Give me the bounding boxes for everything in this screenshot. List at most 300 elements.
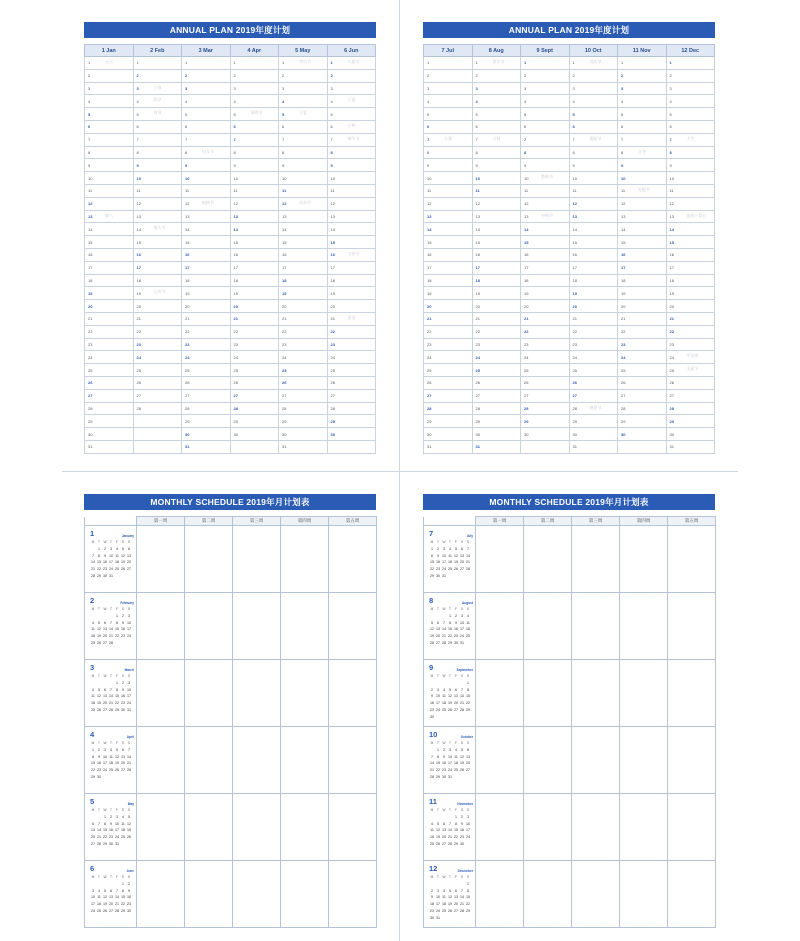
day-cell[interactable]: 6 芒种 <box>327 120 376 133</box>
day-cell[interactable]: 25 <box>182 364 231 377</box>
day-cell[interactable]: 7 小暑 <box>424 133 473 146</box>
day-cell[interactable]: 19 <box>521 287 570 300</box>
day-cell[interactable]: 6 <box>472 120 521 133</box>
day-cell[interactable]: 29 <box>521 415 570 428</box>
day-cell[interactable]: 20 <box>521 300 570 313</box>
day-cell[interactable]: 7 <box>182 133 231 146</box>
day-cell[interactable]: 14 <box>472 223 521 236</box>
day-cell[interactable] <box>618 440 667 453</box>
week-notes-cell[interactable] <box>668 660 716 727</box>
day-cell[interactable]: 2 <box>230 69 279 82</box>
day-cell[interactable]: 2 <box>279 69 328 82</box>
day-cell[interactable]: 8 <box>85 146 134 159</box>
day-cell[interactable]: 19 <box>182 287 231 300</box>
day-cell[interactable]: 16 <box>666 248 715 261</box>
day-cell[interactable]: 3 <box>424 82 473 95</box>
day-cell[interactable]: 25 <box>424 364 473 377</box>
day-cell[interactable]: 20 <box>230 300 279 313</box>
day-cell[interactable]: 6 <box>618 120 667 133</box>
day-cell[interactable]: 26 <box>521 376 570 389</box>
day-cell[interactable]: 29 <box>424 415 473 428</box>
day-cell[interactable]: 26 <box>230 376 279 389</box>
day-cell[interactable]: 12 母亲节 <box>279 197 328 210</box>
week-notes-cell[interactable] <box>620 660 668 727</box>
day-cell[interactable]: 11 <box>133 184 182 197</box>
day-cell[interactable]: 25 圣诞节 <box>666 364 715 377</box>
day-cell[interactable]: 8 <box>569 146 618 159</box>
day-cell[interactable]: 31 <box>666 440 715 453</box>
day-cell[interactable]: 4 <box>666 95 715 108</box>
week-notes-cell[interactable] <box>476 794 524 861</box>
day-cell[interactable]: 21 <box>472 312 521 325</box>
week-notes-cell[interactable] <box>572 794 620 861</box>
day-cell[interactable]: 6 <box>424 120 473 133</box>
day-cell[interactable]: 23 <box>569 338 618 351</box>
day-cell[interactable]: 21 夏至 <box>327 312 376 325</box>
day-cell[interactable]: 3 <box>472 82 521 95</box>
day-cell[interactable]: 2 <box>133 69 182 82</box>
day-cell[interactable]: 7 立秋 <box>472 133 521 146</box>
day-cell[interactable]: 5 <box>569 108 618 121</box>
day-cell[interactable]: 22 <box>666 325 715 338</box>
week-notes-cell[interactable] <box>329 593 377 660</box>
day-cell[interactable]: 27 <box>182 389 231 402</box>
day-cell[interactable]: 30 <box>327 428 376 441</box>
day-cell[interactable]: 9 <box>279 159 328 172</box>
day-cell[interactable] <box>133 415 182 428</box>
day-cell[interactable]: 15 <box>182 236 231 249</box>
day-cell[interactable]: 5 春节 <box>133 108 182 121</box>
day-cell[interactable]: 11 <box>472 184 521 197</box>
day-cell[interactable]: 28 <box>230 402 279 415</box>
day-cell[interactable]: 9 <box>666 159 715 172</box>
week-notes-cell[interactable] <box>185 727 233 794</box>
day-cell[interactable]: 27 <box>666 389 715 402</box>
day-cell[interactable]: 22 <box>424 325 473 338</box>
day-cell[interactable]: 1 元旦 <box>85 57 134 70</box>
day-cell[interactable]: 13 腊八 <box>85 210 134 223</box>
day-cell[interactable]: 23 <box>133 338 182 351</box>
day-cell[interactable]: 3 <box>85 82 134 95</box>
day-cell[interactable]: 11 <box>85 184 134 197</box>
day-cell[interactable]: 10 <box>230 172 279 185</box>
day-cell[interactable]: 7 <box>521 133 570 146</box>
day-cell[interactable]: 7 重阳节 <box>569 133 618 146</box>
day-cell[interactable]: 24 <box>472 351 521 364</box>
day-cell[interactable]: 2 <box>472 69 521 82</box>
day-cell[interactable]: 24 <box>618 351 667 364</box>
day-cell[interactable]: 30 <box>182 428 231 441</box>
day-cell[interactable]: 12 <box>230 197 279 210</box>
day-cell[interactable]: 17 <box>279 261 328 274</box>
day-cell[interactable]: 11 <box>230 184 279 197</box>
day-cell[interactable]: 6 <box>230 120 279 133</box>
week-notes-cell[interactable] <box>329 660 377 727</box>
day-cell[interactable]: 21 <box>424 312 473 325</box>
week-notes-cell[interactable] <box>281 660 329 727</box>
day-cell[interactable]: 19 <box>472 287 521 300</box>
day-cell[interactable]: 22 <box>472 325 521 338</box>
day-cell[interactable]: 14 <box>569 223 618 236</box>
day-cell[interactable]: 23 <box>666 338 715 351</box>
day-cell[interactable]: 7 大雪 <box>666 133 715 146</box>
week-notes-cell[interactable] <box>137 727 185 794</box>
day-cell[interactable]: 27 <box>279 389 328 402</box>
day-cell[interactable]: 12 <box>85 197 134 210</box>
day-cell[interactable]: 25 <box>569 364 618 377</box>
week-notes-cell[interactable] <box>281 794 329 861</box>
week-notes-cell[interactable] <box>620 526 668 593</box>
day-cell[interactable]: 27 <box>521 389 570 402</box>
day-cell[interactable]: 21 <box>85 312 134 325</box>
day-cell[interactable]: 7 <box>230 133 279 146</box>
week-notes-cell[interactable] <box>329 526 377 593</box>
day-cell[interactable]: 20 <box>424 300 473 313</box>
day-cell[interactable]: 27 <box>327 389 376 402</box>
day-cell[interactable]: 29 <box>327 415 376 428</box>
week-notes-cell[interactable] <box>476 861 524 928</box>
week-notes-cell[interactable] <box>329 727 377 794</box>
day-cell[interactable]: 8 <box>133 146 182 159</box>
day-cell[interactable]: 6 <box>666 120 715 133</box>
day-cell[interactable]: 24 <box>327 351 376 364</box>
day-cell[interactable]: 5 立夏 <box>279 108 328 121</box>
day-cell[interactable]: 8 <box>472 146 521 159</box>
day-cell[interactable]: 14 <box>230 223 279 236</box>
day-cell[interactable]: 26 <box>569 376 618 389</box>
day-cell[interactable]: 16 <box>230 248 279 261</box>
day-cell[interactable]: 31 <box>182 440 231 453</box>
day-cell[interactable]: 25 <box>279 364 328 377</box>
day-cell[interactable]: 5 <box>424 108 473 121</box>
day-cell[interactable]: 17 <box>327 261 376 274</box>
day-cell[interactable]: 7 <box>85 133 134 146</box>
day-cell[interactable]: 11 <box>521 184 570 197</box>
day-cell[interactable]: 23 <box>618 338 667 351</box>
day-cell[interactable]: 17 <box>569 261 618 274</box>
day-cell[interactable]: 16 <box>279 248 328 261</box>
week-notes-cell[interactable] <box>185 660 233 727</box>
day-cell[interactable]: 11 光棍节 <box>618 184 667 197</box>
day-cell[interactable]: 26 <box>618 376 667 389</box>
day-cell[interactable]: 21 <box>521 312 570 325</box>
day-cell[interactable]: 1 <box>618 57 667 70</box>
day-cell[interactable]: 19 <box>279 287 328 300</box>
day-cell[interactable]: 29 <box>569 415 618 428</box>
day-cell[interactable]: 10 <box>569 172 618 185</box>
day-cell[interactable]: 20 <box>182 300 231 313</box>
day-cell[interactable]: 26 <box>279 376 328 389</box>
day-cell[interactable]: 8 <box>424 146 473 159</box>
day-cell[interactable]: 18 <box>327 274 376 287</box>
day-cell[interactable]: 16 <box>182 248 231 261</box>
day-cell[interactable]: 25 <box>327 364 376 377</box>
day-cell[interactable]: 26 <box>472 376 521 389</box>
day-cell[interactable]: 31 <box>569 440 618 453</box>
week-notes-cell[interactable] <box>572 593 620 660</box>
day-cell[interactable]: 15 <box>279 236 328 249</box>
day-cell[interactable]: 4 <box>569 95 618 108</box>
day-cell[interactable]: 26 <box>133 376 182 389</box>
day-cell[interactable]: 5 <box>85 108 134 121</box>
day-cell[interactable]: 28 <box>133 402 182 415</box>
day-cell[interactable]: 24 <box>279 351 328 364</box>
day-cell[interactable]: 22 <box>327 325 376 338</box>
day-cell[interactable]: 8 <box>230 146 279 159</box>
day-cell[interactable]: 5 <box>521 108 570 121</box>
day-cell[interactable]: 9 <box>472 159 521 172</box>
day-cell[interactable]: 15 <box>618 236 667 249</box>
day-cell[interactable] <box>133 440 182 453</box>
day-cell[interactable]: 28 <box>521 402 570 415</box>
day-cell[interactable]: 25 <box>85 364 134 377</box>
day-cell[interactable]: 10 <box>327 172 376 185</box>
day-cell[interactable]: 2 <box>666 69 715 82</box>
day-cell[interactable]: 10 <box>666 172 715 185</box>
day-cell[interactable]: 17 <box>230 261 279 274</box>
day-cell[interactable]: 29 <box>618 415 667 428</box>
week-notes-cell[interactable] <box>281 727 329 794</box>
day-cell[interactable]: 18 <box>618 274 667 287</box>
day-cell[interactable]: 16 <box>569 248 618 261</box>
day-cell[interactable]: 17 <box>472 261 521 274</box>
week-notes-cell[interactable] <box>476 660 524 727</box>
day-cell[interactable]: 9 <box>182 159 231 172</box>
day-cell[interactable]: 15 <box>521 236 570 249</box>
week-notes-cell[interactable] <box>329 861 377 928</box>
day-cell[interactable]: 30 <box>521 428 570 441</box>
day-cell[interactable]: 10 <box>182 172 231 185</box>
day-cell[interactable]: 24 平安夜 <box>666 351 715 364</box>
day-cell[interactable]: 11 <box>182 184 231 197</box>
day-cell[interactable]: 5 清明节 <box>230 108 279 121</box>
day-cell[interactable]: 24 <box>85 351 134 364</box>
day-cell[interactable]: 14 <box>666 223 715 236</box>
day-cell[interactable]: 4 <box>182 95 231 108</box>
day-cell[interactable]: 8 <box>327 146 376 159</box>
day-cell[interactable]: 13 <box>327 210 376 223</box>
day-cell[interactable]: 14 <box>279 223 328 236</box>
day-cell[interactable]: 13 <box>279 210 328 223</box>
day-cell[interactable]: 4 <box>424 95 473 108</box>
day-cell[interactable]: 3 <box>327 82 376 95</box>
day-cell[interactable]: 22 <box>569 325 618 338</box>
day-cell[interactable]: 28 感恩节 <box>569 402 618 415</box>
day-cell[interactable]: 30 <box>569 428 618 441</box>
day-cell[interactable]: 12 <box>327 197 376 210</box>
week-notes-cell[interactable] <box>185 861 233 928</box>
day-cell[interactable]: 2 <box>424 69 473 82</box>
day-cell[interactable]: 6 <box>85 120 134 133</box>
week-notes-cell[interactable] <box>572 727 620 794</box>
day-cell[interactable]: 19 元宵节 <box>133 287 182 300</box>
day-cell[interactable]: 1 儿童节 <box>327 57 376 70</box>
day-cell[interactable]: 22 <box>85 325 134 338</box>
day-cell[interactable]: 9 <box>521 159 570 172</box>
day-cell[interactable]: 22 <box>182 325 231 338</box>
day-cell[interactable]: 11 <box>569 184 618 197</box>
day-cell[interactable]: 13 <box>182 210 231 223</box>
day-cell[interactable]: 9 <box>569 159 618 172</box>
day-cell[interactable]: 14 <box>327 223 376 236</box>
week-notes-cell[interactable] <box>476 727 524 794</box>
day-cell[interactable]: 17 <box>521 261 570 274</box>
day-cell[interactable]: 8 <box>279 146 328 159</box>
day-cell[interactable]: 2 <box>569 69 618 82</box>
day-cell[interactable]: 4 <box>279 95 328 108</box>
day-cell[interactable]: 2 <box>521 69 570 82</box>
day-cell[interactable]: 7 <box>279 133 328 146</box>
day-cell[interactable]: 20 <box>279 300 328 313</box>
day-cell[interactable]: 19 <box>85 287 134 300</box>
day-cell[interactable]: 25 <box>133 364 182 377</box>
day-cell[interactable]: 29 <box>85 415 134 428</box>
day-cell[interactable]: 15 <box>569 236 618 249</box>
day-cell[interactable]: 14 情人节 <box>133 223 182 236</box>
day-cell[interactable]: 13 <box>618 210 667 223</box>
day-cell[interactable]: 13 <box>569 210 618 223</box>
day-cell[interactable]: 14 <box>424 223 473 236</box>
day-cell[interactable]: 4 <box>521 95 570 108</box>
day-cell[interactable]: 9 <box>133 159 182 172</box>
day-cell[interactable]: 30 <box>85 428 134 441</box>
day-cell[interactable]: 9 <box>618 159 667 172</box>
day-cell[interactable]: 19 <box>618 287 667 300</box>
day-cell[interactable]: 17 <box>133 261 182 274</box>
day-cell[interactable]: 10 <box>472 172 521 185</box>
day-cell[interactable]: 8 <box>666 146 715 159</box>
day-cell[interactable]: 3 <box>569 82 618 95</box>
day-cell[interactable]: 4 <box>472 95 521 108</box>
day-cell[interactable]: 10 <box>85 172 134 185</box>
day-cell[interactable]: 15 <box>133 236 182 249</box>
week-notes-cell[interactable] <box>524 794 572 861</box>
day-cell[interactable]: 18 <box>85 274 134 287</box>
day-cell[interactable]: 29 <box>666 415 715 428</box>
day-cell[interactable]: 5 <box>666 108 715 121</box>
day-cell[interactable]: 22 <box>230 325 279 338</box>
day-cell[interactable]: 9 <box>327 159 376 172</box>
day-cell[interactable]: 28 <box>472 402 521 415</box>
day-cell[interactable]: 5 <box>327 108 376 121</box>
day-cell[interactable]: 11 <box>327 184 376 197</box>
day-cell[interactable]: 12 植树节 <box>182 197 231 210</box>
day-cell[interactable]: 29 <box>182 415 231 428</box>
day-cell[interactable]: 28 <box>618 402 667 415</box>
day-cell[interactable]: 3 <box>666 82 715 95</box>
day-cell[interactable]: 24 <box>424 351 473 364</box>
week-notes-cell[interactable] <box>668 593 716 660</box>
week-notes-cell[interactable] <box>137 593 185 660</box>
day-cell[interactable]: 30 <box>618 428 667 441</box>
week-notes-cell[interactable] <box>620 861 668 928</box>
day-cell[interactable]: 4 <box>618 95 667 108</box>
day-cell[interactable]: 23 <box>230 338 279 351</box>
day-cell[interactable]: 12 <box>424 197 473 210</box>
day-cell[interactable]: 18 <box>521 274 570 287</box>
week-notes-cell[interactable] <box>476 526 524 593</box>
day-cell[interactable]: 30 <box>230 428 279 441</box>
day-cell[interactable]: 3 <box>230 82 279 95</box>
day-cell[interactable]: 2 <box>618 69 667 82</box>
day-cell[interactable]: 21 <box>666 312 715 325</box>
week-notes-cell[interactable] <box>524 660 572 727</box>
day-cell[interactable]: 28 <box>327 402 376 415</box>
day-cell[interactable]: 31 <box>279 440 328 453</box>
week-notes-cell[interactable] <box>524 526 572 593</box>
day-cell[interactable]: 22 <box>133 325 182 338</box>
day-cell[interactable]: 1 <box>133 57 182 70</box>
day-cell[interactable] <box>230 440 279 453</box>
day-cell[interactable]: 16 <box>133 248 182 261</box>
day-cell[interactable]: 7 端午节 <box>327 133 376 146</box>
day-cell[interactable]: 31 <box>85 440 134 453</box>
day-cell[interactable]: 2 <box>182 69 231 82</box>
day-cell[interactable]: 24 <box>569 351 618 364</box>
day-cell[interactable]: 29 <box>279 415 328 428</box>
day-cell[interactable]: 7 <box>618 133 667 146</box>
day-cell[interactable]: 8 妇女节 <box>182 146 231 159</box>
week-notes-cell[interactable] <box>137 794 185 861</box>
day-cell[interactable]: 1 国庆节 <box>569 57 618 70</box>
day-cell[interactable]: 24 <box>521 351 570 364</box>
day-cell[interactable]: 15 <box>327 236 376 249</box>
day-cell[interactable]: 29 <box>472 415 521 428</box>
day-cell[interactable]: 21 <box>569 312 618 325</box>
day-cell[interactable]: 31 <box>424 440 473 453</box>
day-cell[interactable]: 1 建军节 <box>472 57 521 70</box>
day-cell[interactable]: 23 <box>85 338 134 351</box>
day-cell[interactable]: 15 <box>472 236 521 249</box>
day-cell[interactable]: 30 <box>666 428 715 441</box>
week-notes-cell[interactable] <box>281 861 329 928</box>
day-cell[interactable]: 9 <box>424 159 473 172</box>
day-cell[interactable]: 16 <box>472 248 521 261</box>
day-cell[interactable]: 16 <box>521 248 570 261</box>
day-cell[interactable]: 4 除夕 <box>133 95 182 108</box>
day-cell[interactable]: 14 <box>182 223 231 236</box>
day-cell[interactable]: 3 <box>279 82 328 95</box>
day-cell[interactable]: 20 <box>569 300 618 313</box>
day-cell[interactable]: 18 <box>133 274 182 287</box>
day-cell[interactable]: 28 <box>666 402 715 415</box>
day-cell[interactable]: 17 <box>182 261 231 274</box>
week-notes-cell[interactable] <box>572 660 620 727</box>
week-notes-cell[interactable] <box>233 727 281 794</box>
day-cell[interactable]: 6 <box>279 120 328 133</box>
day-cell[interactable]: 6 <box>521 120 570 133</box>
day-cell[interactable]: 5 <box>618 108 667 121</box>
day-cell[interactable]: 10 <box>133 172 182 185</box>
day-cell[interactable]: 11 <box>666 184 715 197</box>
week-notes-cell[interactable] <box>233 861 281 928</box>
week-notes-cell[interactable] <box>524 727 572 794</box>
day-cell[interactable]: 12 <box>569 197 618 210</box>
week-notes-cell[interactable] <box>329 794 377 861</box>
day-cell[interactable]: 21 <box>182 312 231 325</box>
day-cell[interactable]: 12 <box>133 197 182 210</box>
day-cell[interactable]: 27 <box>618 389 667 402</box>
day-cell[interactable]: 24 <box>230 351 279 364</box>
day-cell[interactable]: 26 <box>85 376 134 389</box>
day-cell[interactable]: 28 <box>424 402 473 415</box>
week-notes-cell[interactable] <box>137 660 185 727</box>
week-notes-cell[interactable] <box>233 593 281 660</box>
day-cell[interactable]: 4 立夏 <box>327 95 376 108</box>
week-notes-cell[interactable] <box>524 861 572 928</box>
week-notes-cell[interactable] <box>620 794 668 861</box>
day-cell[interactable]: 18 <box>569 274 618 287</box>
